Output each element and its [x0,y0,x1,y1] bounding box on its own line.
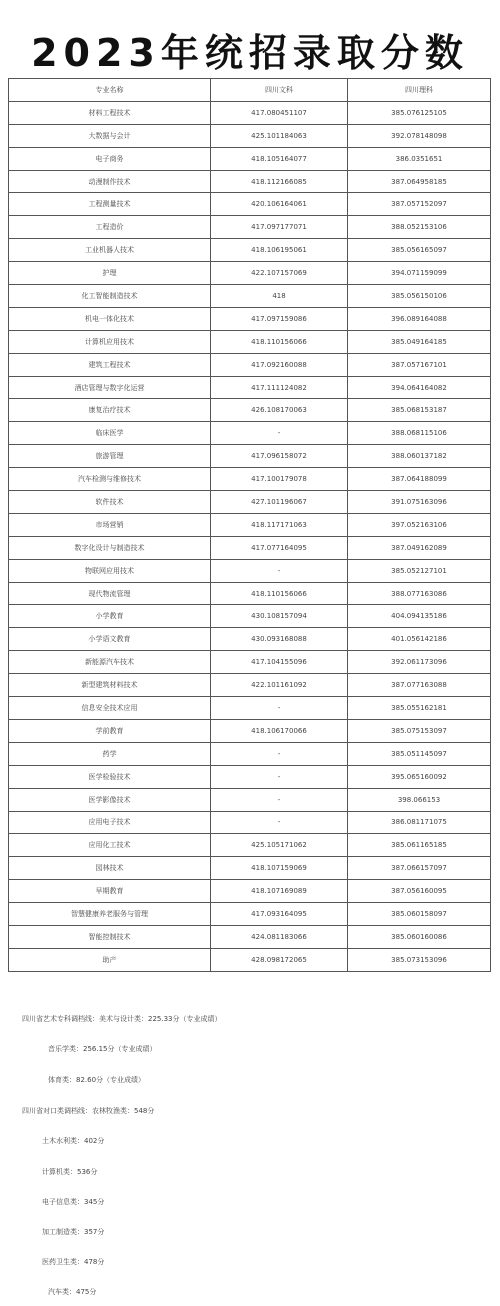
cell-sichuan-arts: 417.093164095 [211,903,348,926]
table-row [9,811,491,834]
cell-major: 园林技术 [9,857,211,880]
table-row [9,193,491,216]
cell-major: 康复治疗技术 [9,399,211,422]
cell-sichuan-arts: 417.111124082 [211,376,348,399]
table-row [9,307,491,330]
table-row [9,491,491,514]
cell-sichuan-science: 385.075153097 [348,719,491,742]
cell-sichuan-arts: 418.110156066 [211,330,348,353]
cell-sichuan-arts: 426.108170063 [211,399,348,422]
cell-sichuan-arts: 417.097177071 [211,216,348,239]
cell-sichuan-science: 385.073153096 [348,948,491,971]
table-header-row [9,79,491,102]
cell-sichuan-science: 387.077163088 [348,674,491,697]
cell-sichuan-arts: 418.105164077 [211,147,348,170]
table-row [9,101,491,124]
cell-sichuan-science: 387.049162089 [348,536,491,559]
table-row [9,948,491,971]
note-music: 音乐学类：256.15分（专业成绩） [48,1045,157,1053]
cell-sichuan-science: 385.055162181 [348,697,491,720]
cell-sichuan-science: 385.051145097 [348,742,491,765]
table-row [9,216,491,239]
table-row [9,468,491,491]
cell-sichuan-arts: - [211,788,348,811]
note-vocational-line: 四川省对口类调档线：农林牧渔类：548分 [22,1107,155,1115]
cell-major: 软件技术 [9,491,211,514]
cell-sichuan-arts: 418.107169089 [211,880,348,903]
note-electronic: 电子信息类：345分 [42,1198,105,1206]
cell-major: 小学语文教育 [9,628,211,651]
cell-sichuan-arts: 418.106170066 [211,719,348,742]
cell-sichuan-arts: 430.093168088 [211,628,348,651]
cell-sichuan-science: 392.078148098 [348,124,491,147]
cell-major: 酒店管理与数字化运营 [9,376,211,399]
cell-sichuan-arts: 422.101161092 [211,674,348,697]
cell-major: 汽车检测与维修技术 [9,468,211,491]
cell-sichuan-science: 392.061173096 [348,651,491,674]
cell-sichuan-arts: - [211,559,348,582]
cell-sichuan-arts: 430.108157094 [211,605,348,628]
cell-sichuan-science: 387.057152097 [348,193,491,216]
cell-major: 市场营销 [9,513,211,536]
note-civil: 土木水利类：402分 [42,1137,105,1145]
cell-sichuan-science: 401.056142186 [348,628,491,651]
table-row [9,697,491,720]
table-row [9,788,491,811]
cell-major: 信息安全技术应用 [9,697,211,720]
cell-sichuan-arts: 417.100179078 [211,468,348,491]
table-row [9,765,491,788]
cell-sichuan-arts: 418 [211,285,348,308]
cell-sichuan-arts: - [211,742,348,765]
cell-major: 医学影像技术 [9,788,211,811]
cell-sichuan-arts: 418.117171063 [211,513,348,536]
cell-major: 旅游管理 [9,445,211,468]
cell-major: 电子商务 [9,147,211,170]
cell-sichuan-science: 388.077163086 [348,582,491,605]
table-row [9,285,491,308]
table-row [9,513,491,536]
cell-sichuan-science: 394.064164082 [348,376,491,399]
cell-sichuan-arts: 417.096158072 [211,445,348,468]
cell-sichuan-science: 387.064188099 [348,468,491,491]
cell-major: 工业机器人技术 [9,239,211,262]
cell-sichuan-arts: 418.106195061 [211,239,348,262]
cell-major: 工程测量技术 [9,193,211,216]
cell-major: 药学 [9,742,211,765]
header-sichuan-science: 四川理科 [348,79,491,102]
cell-major: 建筑工程技术 [9,353,211,376]
cell-sichuan-science: 385.060158097 [348,903,491,926]
cell-major: 智能控制技术 [9,925,211,948]
table-row [9,330,491,353]
table-row [9,834,491,857]
cell-sichuan-arts: 425.101184063 [211,124,348,147]
cell-major: 小学教育 [9,605,211,628]
cell-sichuan-science: 385.060160086 [348,925,491,948]
cell-sichuan-arts: - [211,765,348,788]
table-row [9,124,491,147]
cell-sichuan-science: 385.068153187 [348,399,491,422]
cell-sichuan-arts: - [211,697,348,720]
table-row [9,536,491,559]
table-row [9,582,491,605]
note-manufacturing: 加工制造类：357分 [42,1228,105,1236]
note-auto: 汽车类：475分 [48,1288,97,1296]
cell-major: 材料工程技术 [9,101,211,124]
cell-sichuan-science: 391.075163096 [348,491,491,514]
cell-sichuan-science: 388.060137182 [348,445,491,468]
table-row [9,651,491,674]
cell-sichuan-science: 394.071159099 [348,262,491,285]
cell-sichuan-science: 404.094135186 [348,605,491,628]
cell-sichuan-science: 387.057167101 [348,353,491,376]
cell-sichuan-arts: 417.080451107 [211,101,348,124]
cell-major: 医学检验技术 [9,765,211,788]
cell-sichuan-arts: 424.081183066 [211,925,348,948]
cell-sichuan-arts: 422.107157069 [211,262,348,285]
cell-sichuan-arts: 417.097159086 [211,307,348,330]
cell-major: 智慧健康养老服务与管理 [9,903,211,926]
table-row [9,903,491,926]
cell-major: 助产 [9,948,211,971]
cell-major: 机电一体化技术 [9,307,211,330]
table-row [9,445,491,468]
cell-sichuan-science: 398.066153 [348,788,491,811]
note-medicine: 医药卫生类：478分 [42,1258,105,1266]
table-row [9,719,491,742]
cell-sichuan-science: 387.066157097 [348,857,491,880]
cell-major: 应用电子技术 [9,811,211,834]
cell-sichuan-arts: 427.101196067 [211,491,348,514]
cell-major: 护理 [9,262,211,285]
cell-sichuan-arts: - [211,422,348,445]
cell-major: 现代物流管理 [9,582,211,605]
cell-sichuan-science: 385.076125105 [348,101,491,124]
cell-sichuan-arts: 425.105171062 [211,834,348,857]
cell-sichuan-arts: 428.098172065 [211,948,348,971]
table-body [9,101,491,971]
table-row [9,880,491,903]
cell-major: 临床医学 [9,422,211,445]
cell-sichuan-arts: 418.110156066 [211,582,348,605]
table-row [9,422,491,445]
table-row [9,674,491,697]
cell-major: 学前教育 [9,719,211,742]
score-table [8,78,491,972]
table-row [9,559,491,582]
cell-sichuan-science: 385.056150106 [348,285,491,308]
cell-sichuan-science: 387.064958185 [348,170,491,193]
page-title: 2023年统招录取分数 [31,31,469,75]
cell-major: 化工智能制造技术 [9,285,211,308]
cell-sichuan-science: 386.0351651 [348,147,491,170]
cell-major: 工程造价 [9,216,211,239]
cell-sichuan-science: 388.068115106 [348,422,491,445]
note-computer: 计算机类：536分 [42,1168,98,1176]
cell-sichuan-arts: 417.104155096 [211,651,348,674]
cell-major: 新型建筑材料技术 [9,674,211,697]
table-row [9,925,491,948]
cell-sichuan-arts: 418.112166085 [211,170,348,193]
cell-sichuan-science: 387.056160095 [348,880,491,903]
table-row [9,147,491,170]
table-row [9,399,491,422]
cell-sichuan-arts: 417.077164095 [211,536,348,559]
table-row [9,628,491,651]
cell-major: 大数据与会计 [9,124,211,147]
cell-sichuan-science: 388.052153106 [348,216,491,239]
note-sports: 体育类：82.60分（专业成绩） [48,1076,146,1084]
cell-sichuan-arts: - [211,811,348,834]
table-row [9,376,491,399]
table-row [9,742,491,765]
cell-major: 数字化设计与制造技术 [9,536,211,559]
cell-major: 物联网应用技术 [9,559,211,582]
cell-sichuan-science: 386.081171075 [348,811,491,834]
cell-sichuan-science: 396.089164088 [348,307,491,330]
header-sichuan-arts: 四川文科 [211,79,348,102]
cell-major: 计算机应用技术 [9,330,211,353]
cell-major: 新能源汽车技术 [9,651,211,674]
table-row [9,170,491,193]
table-row [9,353,491,376]
cell-major: 早期教育 [9,880,211,903]
table-row [9,857,491,880]
cell-sichuan-science: 385.049164185 [348,330,491,353]
table-row [9,239,491,262]
header-major: 专业名称 [9,79,211,102]
cell-sichuan-arts: 418.107159069 [211,857,348,880]
table-row [9,605,491,628]
cell-major: 动漫制作技术 [9,170,211,193]
note-art-line: 四川省艺术专科调档线：美术与设计类：225.33分（专业成绩） [22,1015,222,1023]
cell-sichuan-science: 385.061165185 [348,834,491,857]
cell-sichuan-science: 385.056165097 [348,239,491,262]
cell-sichuan-science: 397.052163106 [348,513,491,536]
cell-sichuan-science: 385.052127101 [348,559,491,582]
cell-sichuan-science: 395.065160092 [348,765,491,788]
cell-sichuan-arts: 417.092160088 [211,353,348,376]
table-row [9,262,491,285]
cell-sichuan-arts: 420.106164061 [211,193,348,216]
cell-major: 应用化工技术 [9,834,211,857]
